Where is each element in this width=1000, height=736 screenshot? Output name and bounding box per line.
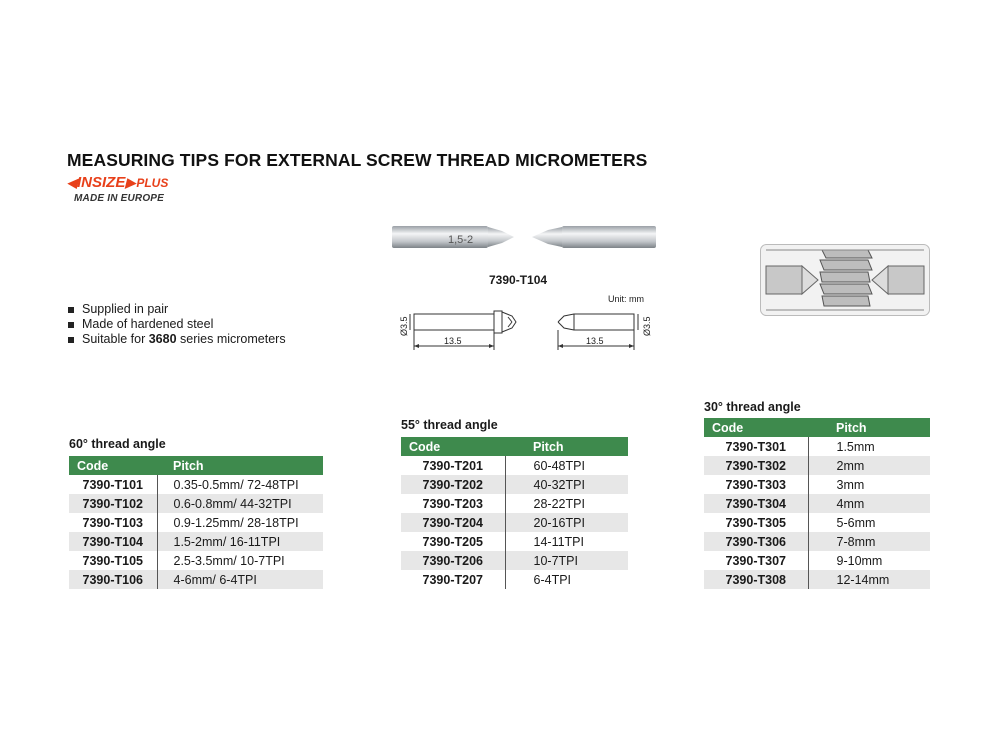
table-55-title: 55° thread angle bbox=[401, 418, 498, 432]
code-cell: 7390-T303 bbox=[704, 475, 808, 494]
table-row bbox=[401, 456, 628, 475]
bullet-icon bbox=[68, 322, 74, 328]
pitch-cell: 2.5-3.5mm/ 10-7TPI bbox=[157, 551, 323, 570]
pitch-cell: 4-6mm/ 6-4TPI bbox=[157, 570, 323, 589]
thread-measurement-illustration bbox=[760, 244, 930, 316]
table-row bbox=[704, 456, 930, 475]
dim-diameter-left: Ø3.5 bbox=[399, 316, 409, 336]
pitch-cell: 0.9-1.25mm/ 28-18TPI bbox=[157, 513, 323, 532]
model-label: 7390-T104 bbox=[489, 273, 548, 287]
table-row bbox=[401, 551, 628, 570]
bullet-icon bbox=[68, 307, 74, 313]
table-row bbox=[704, 551, 930, 570]
table-row bbox=[704, 513, 930, 532]
table-row bbox=[401, 475, 628, 494]
drawing-left-body bbox=[414, 314, 494, 330]
tip-left-body bbox=[392, 226, 488, 248]
logo-arrow-right-icon: ▶ bbox=[125, 174, 136, 190]
code-cell: 7390-T206 bbox=[401, 551, 505, 570]
code-cell: 7390-T104 bbox=[69, 532, 157, 551]
pitch-cell: 2mm bbox=[808, 456, 930, 475]
table-60-thread bbox=[69, 456, 323, 589]
code-cell: 7390-T202 bbox=[401, 475, 505, 494]
logo-brand: INSIZE bbox=[77, 174, 126, 191]
dim-length-right: 13.5 bbox=[586, 336, 604, 346]
code-cell: 7390-T102 bbox=[69, 494, 157, 513]
code-cell: 7390-T301 bbox=[704, 437, 808, 456]
code-cell: 7390-T302 bbox=[704, 456, 808, 475]
column-header-code: Code bbox=[704, 418, 808, 437]
drawing-left-collar bbox=[494, 311, 502, 333]
table-row bbox=[401, 494, 628, 513]
code-cell: 7390-T103 bbox=[69, 513, 157, 532]
logo-plus: PLUS bbox=[136, 175, 169, 190]
table-row bbox=[401, 513, 628, 532]
pitch-cell: 9-10mm bbox=[808, 551, 930, 570]
column-header-code: Code bbox=[69, 456, 157, 475]
pitch-cell: 20-16TPI bbox=[505, 513, 628, 532]
code-cell: 7390-T305 bbox=[704, 513, 808, 532]
table-row bbox=[69, 551, 323, 570]
made-in-label: MADE IN EUROPE bbox=[74, 193, 165, 204]
feature-list bbox=[67, 302, 286, 347]
code-cell: 7390-T203 bbox=[401, 494, 505, 513]
column-header-pitch: Pitch bbox=[505, 437, 628, 456]
pitch-cell: 5-6mm bbox=[808, 513, 930, 532]
table-row bbox=[704, 494, 930, 513]
logo-arrow-left-icon: ◀ bbox=[67, 174, 77, 190]
drawing-left-point bbox=[502, 312, 516, 332]
table-60-title: 60° thread angle bbox=[69, 437, 166, 451]
pitch-cell: 1.5-2mm/ 16-11TPI bbox=[157, 532, 323, 551]
table-row bbox=[69, 513, 323, 532]
pitch-cell: 14-11TPI bbox=[505, 532, 628, 551]
code-cell: 7390-T105 bbox=[69, 551, 157, 570]
table-30-title: 30° thread angle bbox=[704, 400, 801, 414]
unit-label: Unit: mm bbox=[608, 294, 644, 304]
pitch-cell: 4mm bbox=[808, 494, 930, 513]
feature-item bbox=[67, 317, 286, 332]
pitch-cell: 3mm bbox=[808, 475, 930, 494]
feature-text: Supplied in pair bbox=[82, 302, 169, 316]
drawing-right-point-top bbox=[558, 314, 574, 322]
feature-text-after: series micrometers bbox=[176, 332, 286, 346]
table-row bbox=[69, 475, 323, 494]
dim-length-left: 13.5 bbox=[444, 336, 462, 346]
code-cell: 7390-T205 bbox=[401, 532, 505, 551]
column-header-code: Code bbox=[401, 437, 505, 456]
tip-right-body bbox=[562, 226, 656, 248]
tip-dimension-drawing bbox=[388, 300, 660, 358]
brand-logo bbox=[67, 174, 207, 210]
drawing-right-body bbox=[574, 314, 634, 330]
column-header-pitch: Pitch bbox=[808, 418, 930, 437]
page-title: MEASURING TIPS FOR EXTERNAL SCREW THREAD MICROMETERS bbox=[67, 150, 648, 170]
pitch-cell: 0.35-0.5mm/ 72-48TPI bbox=[157, 475, 323, 494]
feature-item bbox=[67, 332, 286, 347]
table-row bbox=[704, 570, 930, 589]
pitch-cell: 40-32TPI bbox=[505, 475, 628, 494]
dim-diameter-right: Ø3.5 bbox=[642, 316, 652, 336]
code-cell: 7390-T201 bbox=[401, 456, 505, 475]
pitch-cell: 60-48TPI bbox=[505, 456, 628, 475]
pitch-cell: 0.6-0.8mm/ 44-32TPI bbox=[157, 494, 323, 513]
bullet-icon bbox=[68, 337, 74, 343]
code-cell: 7390-T204 bbox=[401, 513, 505, 532]
column-header-pitch: Pitch bbox=[157, 456, 323, 475]
code-cell: 7390-T306 bbox=[704, 532, 808, 551]
tip-engraving: 1,5-2 bbox=[448, 234, 474, 246]
pitch-cell: 6-4TPI bbox=[505, 570, 628, 589]
code-cell: 7390-T304 bbox=[704, 494, 808, 513]
measuring-tips-photo bbox=[388, 218, 660, 258]
feature-text: Suitable for bbox=[82, 332, 149, 346]
table-row bbox=[69, 532, 323, 551]
table-row bbox=[69, 494, 323, 513]
table-55-thread bbox=[401, 437, 628, 589]
drawing-left-notch bbox=[508, 317, 512, 322]
pitch-cell: 28-22TPI bbox=[505, 494, 628, 513]
table-row bbox=[704, 475, 930, 494]
table-row bbox=[401, 570, 628, 589]
code-cell: 7390-T101 bbox=[69, 475, 157, 494]
pitch-cell: 10-7TPI bbox=[505, 551, 628, 570]
feature-text: Made of hardened steel bbox=[82, 317, 214, 331]
pitch-cell: 12-14mm bbox=[808, 570, 930, 589]
table-row bbox=[704, 532, 930, 551]
code-cell: 7390-T308 bbox=[704, 570, 808, 589]
feature-item bbox=[67, 302, 286, 317]
table-row bbox=[401, 532, 628, 551]
tip-left-cone bbox=[488, 227, 514, 247]
drawing-left-notch-2 bbox=[508, 322, 512, 327]
pitch-cell: 1.5mm bbox=[808, 437, 930, 456]
table-30-thread bbox=[704, 418, 930, 589]
code-cell: 7390-T307 bbox=[704, 551, 808, 570]
pitch-cell: 7-8mm bbox=[808, 532, 930, 551]
code-cell: 7390-T207 bbox=[401, 570, 505, 589]
drawing-right-point-bottom bbox=[558, 322, 574, 330]
code-cell: 7390-T106 bbox=[69, 570, 157, 589]
feature-bold: 3680 bbox=[148, 332, 177, 346]
tip-right-cone bbox=[532, 227, 562, 247]
table-row bbox=[704, 437, 930, 456]
table-row bbox=[69, 570, 323, 589]
